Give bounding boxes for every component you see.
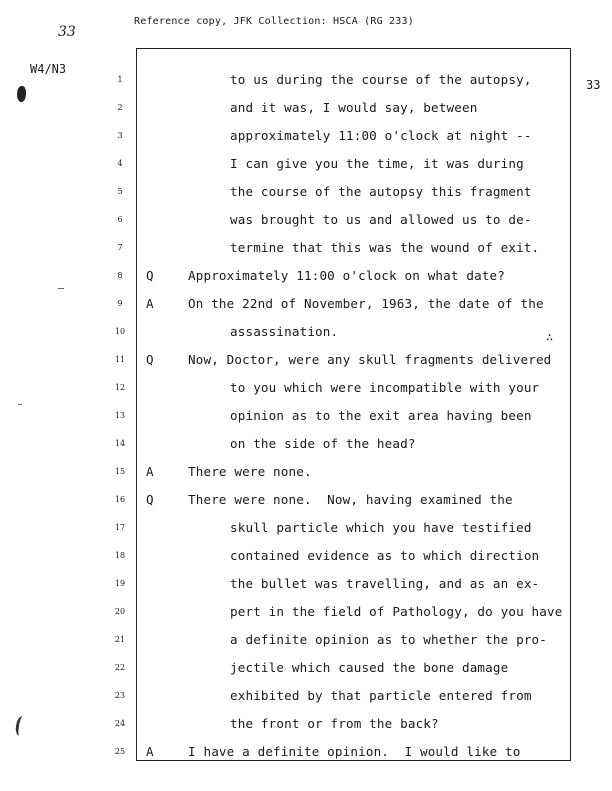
transcript-line: to us during the course of the autopsy, xyxy=(230,72,532,87)
line-number: 1 xyxy=(117,75,123,84)
margin-mark xyxy=(58,288,64,289)
transcript-line: I have a definite opinion. I would like to xyxy=(188,744,521,759)
transcript-line: the course of the autopsy this fragment xyxy=(230,184,532,199)
line-number: 10 xyxy=(114,327,126,336)
line-number: 18 xyxy=(114,551,126,560)
line-number: 12 xyxy=(114,383,126,392)
line-number: 25 xyxy=(114,747,126,756)
page-number: 33 xyxy=(586,78,601,92)
line-number: 14 xyxy=(114,439,126,448)
line-number: 24 xyxy=(114,719,126,728)
hole-punch-mark-top xyxy=(17,86,26,102)
line-number: 23 xyxy=(114,691,126,700)
transcript-line: opinion as to the exit area having been xyxy=(230,408,532,423)
speaker-label: A xyxy=(146,464,154,479)
transcript-frame xyxy=(136,48,571,761)
line-number: 11 xyxy=(114,355,126,364)
line-number: 19 xyxy=(114,579,126,588)
transcript-line: assassination. xyxy=(230,324,339,339)
transcript-line: jectile which caused the bone damage xyxy=(230,660,509,675)
line-number: 22 xyxy=(114,663,126,672)
scan-specks: ∴ xyxy=(546,330,554,344)
line-number: 2 xyxy=(117,103,123,112)
transcript-line: was brought to us and allowed us to de- xyxy=(230,212,532,227)
transcript-line: a definite opinion as to whether the pro- xyxy=(230,632,548,647)
hole-punch-mark-bottom xyxy=(14,715,27,736)
transcript-line: the front or from the back? xyxy=(230,716,439,731)
line-number: 21 xyxy=(114,635,126,644)
speaker-label: A xyxy=(146,296,154,311)
transcript-line: There were none. xyxy=(188,464,312,479)
line-number: 6 xyxy=(117,215,123,224)
transcript-tag: W4/N3 xyxy=(30,62,67,76)
line-number: 8 xyxy=(117,271,123,280)
speaker-label: Q xyxy=(146,352,154,367)
transcript-line: Approximately 11:00 o'clock on what date? xyxy=(188,268,506,283)
transcript-line: I can give you the time, it was during xyxy=(230,156,524,171)
transcript-line: and it was, I would say, between xyxy=(230,100,478,115)
line-number: 13 xyxy=(114,411,126,420)
reference-header: Reference copy, JFK Collection: HSCA (RG 233) xyxy=(134,16,414,27)
speaker-label: Q xyxy=(146,268,154,283)
transcript-line: to you which were incompatible with your xyxy=(230,380,540,395)
line-number: 9 xyxy=(117,299,123,308)
speaker-label: A xyxy=(146,744,154,759)
line-number: 20 xyxy=(114,607,126,616)
transcript-line: the bullet was travelling, and as an ex- xyxy=(230,576,540,591)
speaker-label: Q xyxy=(146,492,154,507)
transcript-line: approximately 11:00 o'clock at night -- xyxy=(230,128,532,143)
transcript-line: pert in the field of Pathology, do you have xyxy=(230,604,563,619)
transcript-line: skull particle which you have testified xyxy=(230,520,532,535)
margin-mark xyxy=(18,404,22,405)
transcript-line: exhibited by that particle entered from xyxy=(230,688,532,703)
transcript-line: Now, Doctor, were any skull fragments delivered xyxy=(188,352,552,367)
line-number: 16 xyxy=(114,495,126,504)
line-number: 5 xyxy=(117,187,123,196)
line-number: 15 xyxy=(114,467,126,476)
line-number: 4 xyxy=(117,159,123,168)
transcript-line: contained evidence as to which direction xyxy=(230,548,540,563)
line-number: 7 xyxy=(117,243,123,252)
transcript-line: termine that this was the wound of exit. xyxy=(230,240,540,255)
line-number: 17 xyxy=(114,523,126,532)
line-number: 3 xyxy=(117,131,123,140)
handwritten-page-number: 33 xyxy=(58,24,76,40)
transcript-line: On the 22nd of November, 1963, the date of the xyxy=(188,296,544,311)
transcript-line: on the side of the head? xyxy=(230,436,416,451)
transcript-line: There were none. Now, having examined the xyxy=(188,492,513,507)
